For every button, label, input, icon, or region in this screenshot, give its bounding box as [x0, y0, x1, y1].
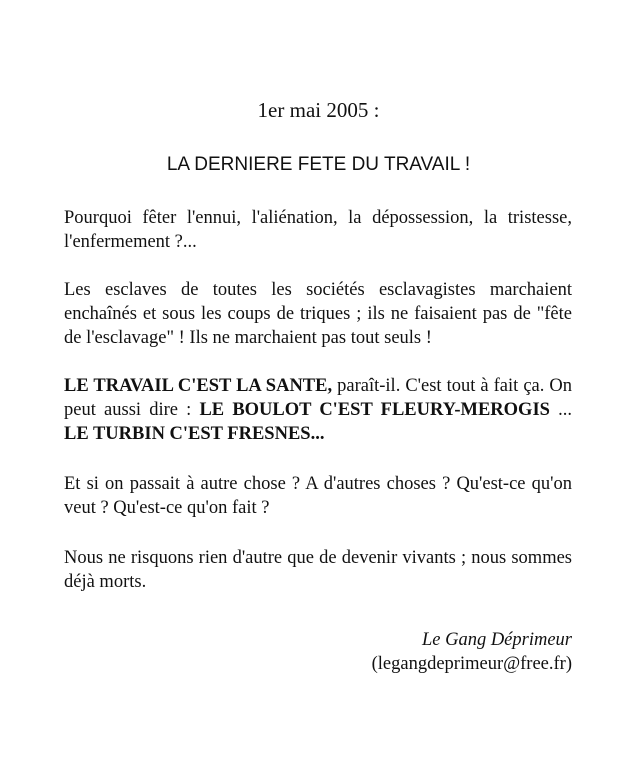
- paragraph-1: [64, 206, 572, 254]
- slogan-travail-sante: LE TRAVAIL C'EST LA SANTE,: [64, 376, 333, 396]
- paragraph-3: [64, 374, 582, 446]
- signature-name: Le Gang Déprimeur: [421, 630, 572, 650]
- paragraph-3-text-2: ...: [549, 400, 582, 420]
- paragraph-3-text-1: paraît-il. C'est tout à fait ça. On peut aussi dire :: [64, 376, 572, 420]
- paragraph-2-text: Les esclaves de toutes les sociétés esclavagistes marchaient enchaînés et sous les coups de triques ; ils ne faisaient pas de "fête de l'esclavage" ! Ils ne marchaient pas tout seuls !: [64, 280, 572, 348]
- slogan-boulot-fleury: LE BOULOT C'EST FLEURY-MEROGIS: [199, 400, 550, 420]
- slogan-turbin-fresnes: LE TURBIN C'EST FRESNES...: [64, 424, 325, 444]
- paragraph-4: [64, 472, 572, 520]
- signature-email: (legangdeprimeur@free.fr): [371, 654, 572, 674]
- signature-block: [372, 628, 572, 676]
- paragraph-2: [64, 278, 572, 350]
- document-title: LA DERNIERE FETE DU TRAVAIL !: [166, 154, 471, 175]
- paragraph-5-text: Nous ne risquons rien d'autre que de devenir vivants ; nous sommes déjà morts.: [64, 548, 572, 592]
- paragraph-1-text: Pourquoi fêter l'ennui, l'aliénation, la dépossession, la tristesse, l'enfermement ?...: [64, 208, 572, 252]
- document-date: 1er mai 2005 :: [257, 98, 380, 122]
- paragraph-4-text: Et si on passait à autre chose ? A d'autres choses ? Qu'est-ce qu'on veut ? Qu'est-ce qu'on fait ?: [64, 474, 572, 518]
- paragraph-5: [64, 546, 572, 594]
